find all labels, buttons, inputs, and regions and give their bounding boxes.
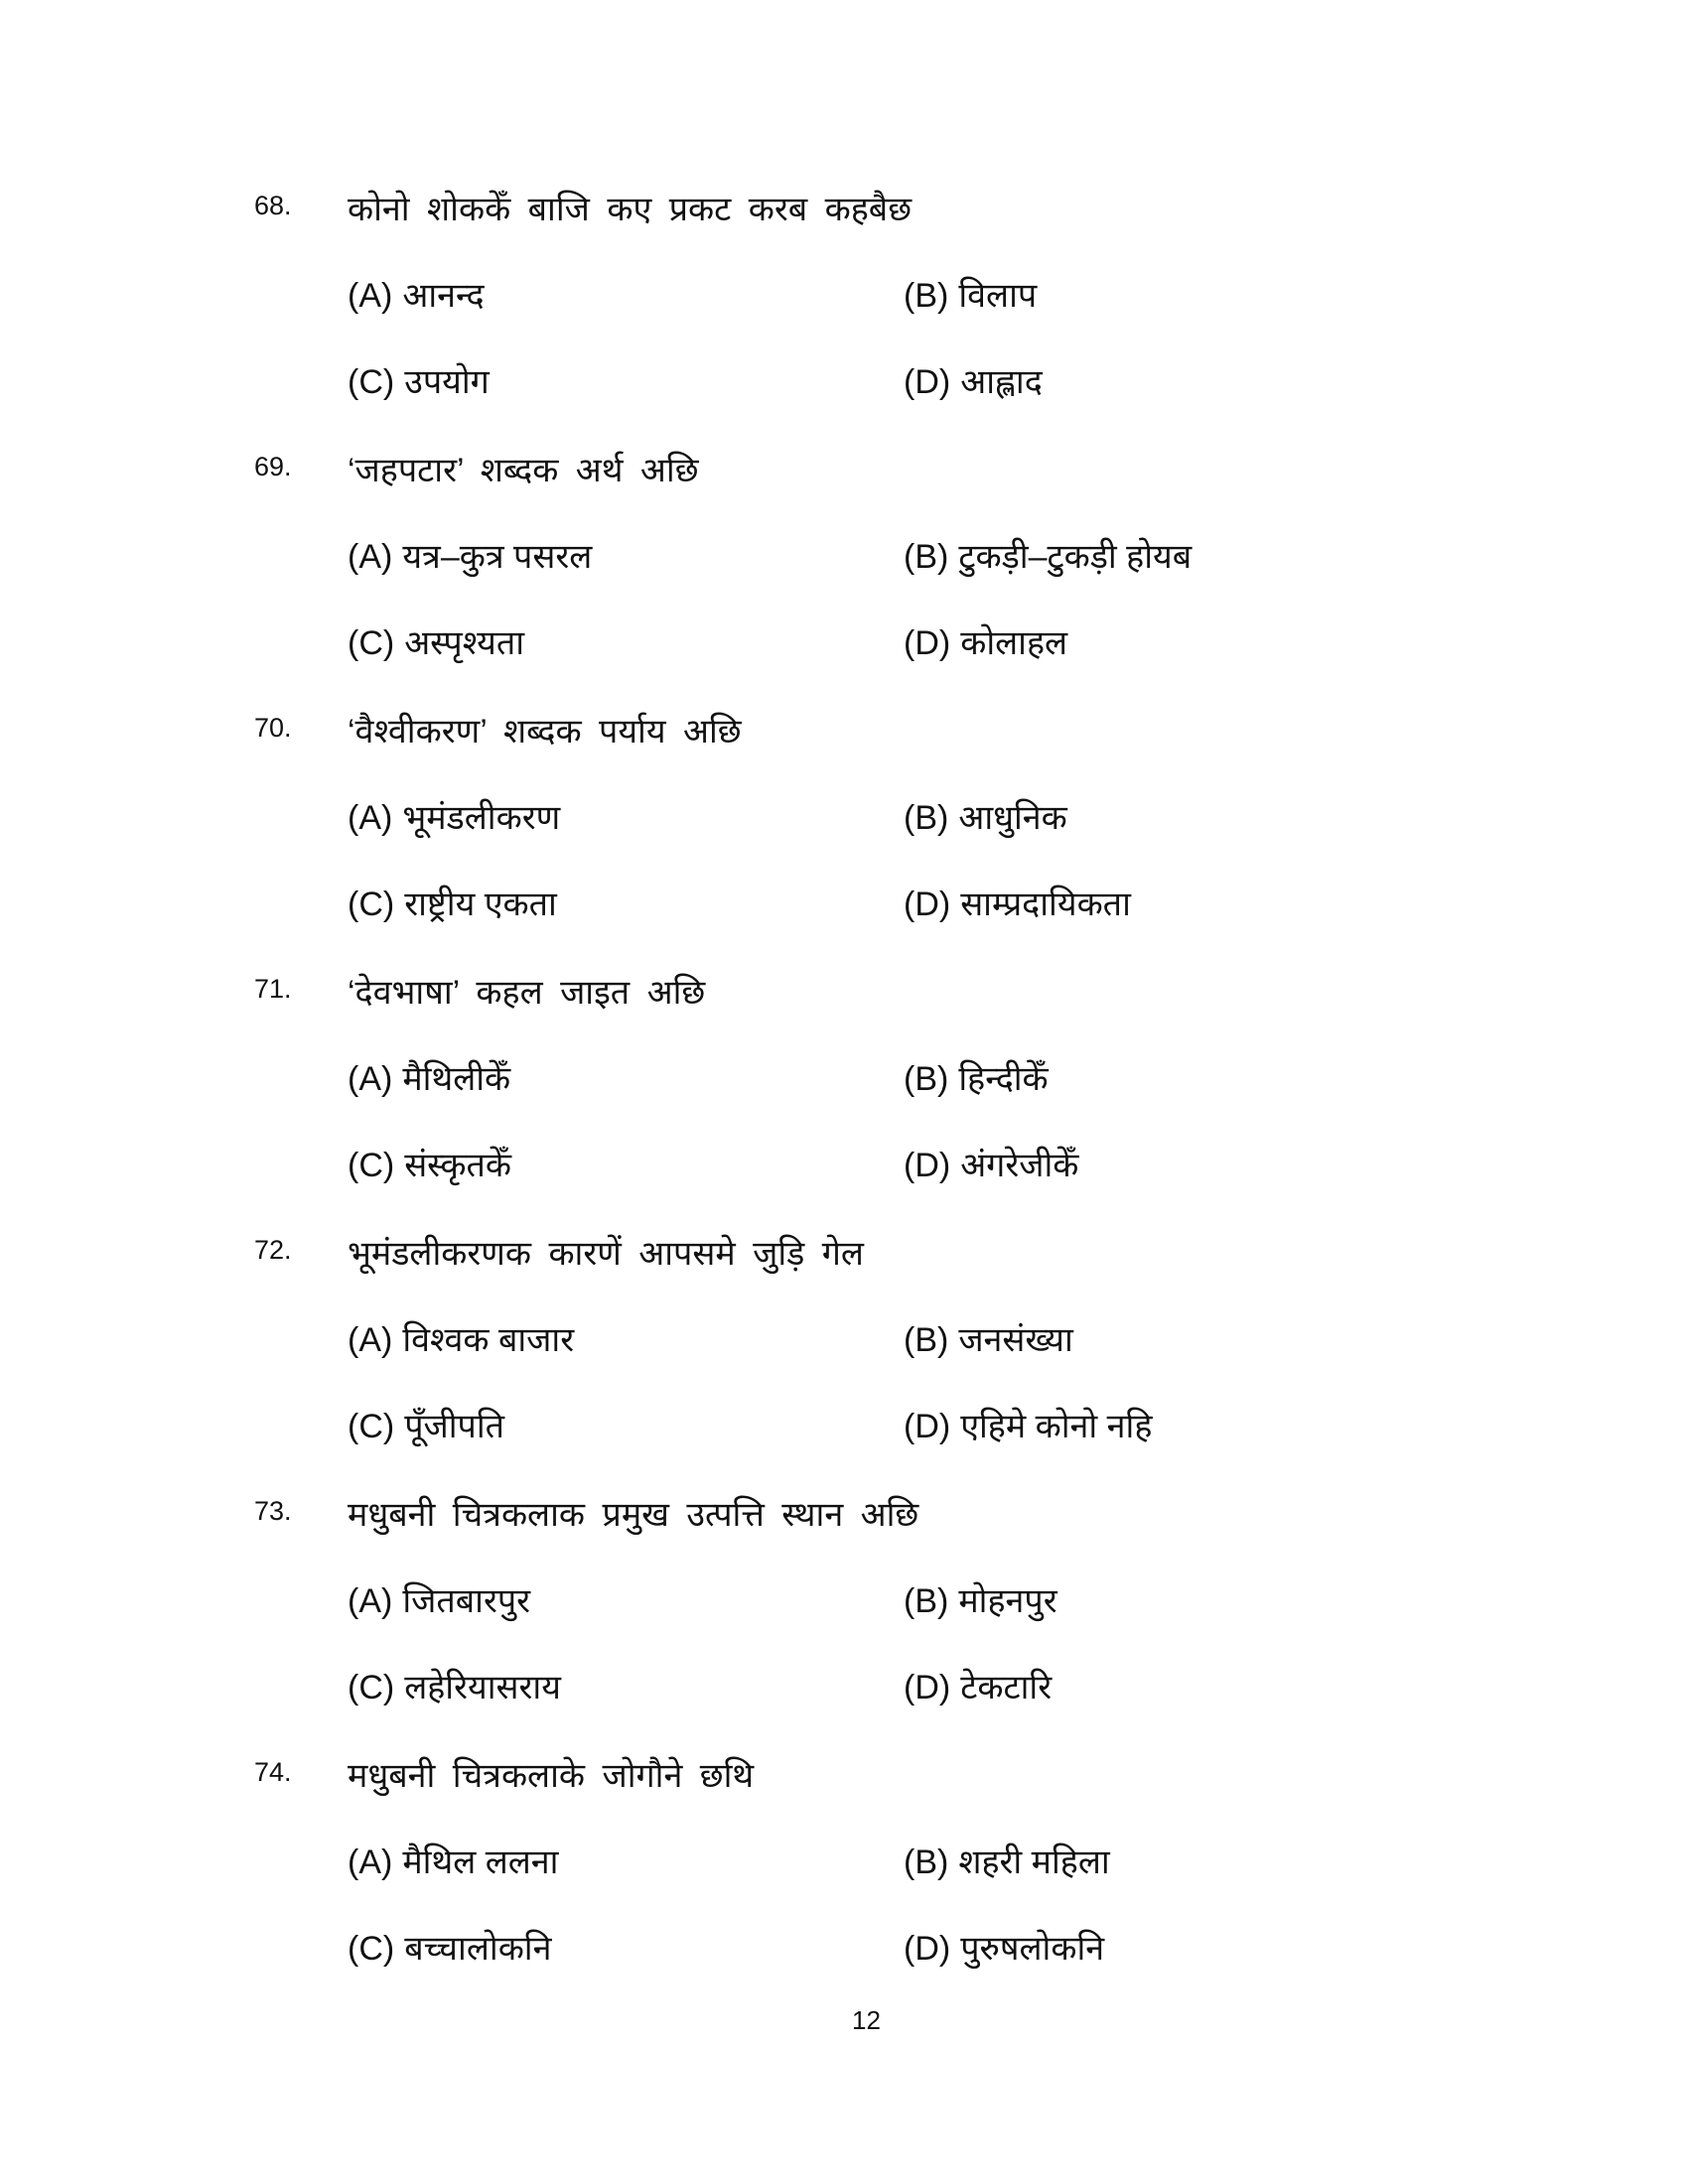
option-label: (B) <box>904 1321 949 1359</box>
option-text: संस्कृतकेँ <box>404 1147 512 1184</box>
option-text: राष्ट्रीय एकता <box>404 886 557 923</box>
question-text: मधुबनी चित्रकलाक प्रमुख उत्पत्ति स्थान अछि <box>348 1496 919 1534</box>
option-label: (A) <box>348 1321 393 1359</box>
option-b <box>904 793 1067 839</box>
option-text: जितबारपुर <box>402 1582 531 1620</box>
option-label: (C) <box>348 624 395 662</box>
option-label: (C) <box>348 1930 395 1968</box>
option-d <box>904 1924 1104 1970</box>
option-text: मोहनपुर <box>958 1582 1057 1620</box>
option-b <box>904 271 1037 317</box>
option-text: अस्पृश्यता <box>404 624 525 662</box>
option-d <box>904 618 1067 664</box>
option-label: (A) <box>348 277 393 315</box>
option-label: (A) <box>348 799 393 837</box>
option-a <box>348 1054 510 1100</box>
option-label: (D) <box>904 624 951 662</box>
option-label: (D) <box>904 1930 951 1968</box>
option-label: (A) <box>348 1060 393 1098</box>
question-number: 73. <box>254 1496 292 1526</box>
option-b <box>904 1054 1049 1100</box>
option-label: (B) <box>904 277 949 315</box>
option-label: (D) <box>904 1669 951 1706</box>
question-text: मधुबनी चित्रकलाके जोगौने छथि <box>348 1757 755 1795</box>
option-a <box>348 532 592 578</box>
option-a <box>348 793 560 839</box>
option-label: (D) <box>904 1147 951 1184</box>
option-b <box>904 532 1192 578</box>
option-d <box>904 1141 1078 1186</box>
question-number: 72. <box>254 1235 292 1265</box>
option-label: (D) <box>904 1408 951 1445</box>
question-number: 74. <box>254 1757 292 1787</box>
question-text: ‘वैश्वीकरण’ शब्दक पर्याय अछि <box>348 713 742 751</box>
option-label: (A) <box>348 538 393 576</box>
option-text: कोलाहल <box>960 624 1068 662</box>
option-label: (B) <box>904 1582 949 1620</box>
option-text: साम्प्रदायिकता <box>960 886 1131 923</box>
option-text: मैथिल ललना <box>402 1843 559 1881</box>
option-a <box>348 1315 574 1361</box>
option-text: आनन्द <box>402 277 485 315</box>
option-label: (D) <box>904 886 951 923</box>
question-text: ‘देवभाषा’ कहल जाइत अछि <box>348 974 706 1012</box>
question-number: 68. <box>254 191 292 220</box>
option-d <box>904 1402 1152 1447</box>
question-text: भूमंडलीकरणक कारणें आपसमे जुड़ि गेल <box>348 1235 864 1273</box>
question-text: ‘जहपटार’ शब्दक अर्थ अछि <box>348 452 699 489</box>
option-text: आह्लाद <box>960 363 1043 401</box>
option-text: जनसंख्या <box>958 1321 1073 1359</box>
option-text: मैथिलीकेँ <box>402 1060 511 1098</box>
option-label: (B) <box>904 1843 949 1881</box>
option-label: (C) <box>348 1147 395 1184</box>
option-text: यत्र–कुत्र पसरल <box>402 538 593 576</box>
option-d <box>904 1663 1052 1708</box>
option-label: (A) <box>348 1582 393 1620</box>
option-text: भूमंडलीकरण <box>402 799 561 837</box>
option-text: एहिमे कोनो नहि <box>960 1408 1153 1445</box>
question-number: 71. <box>254 974 292 1004</box>
page-number: 12 <box>852 2005 881 2035</box>
option-b <box>904 1838 1110 1883</box>
option-label: (C) <box>348 886 395 923</box>
option-text: विलाप <box>958 277 1038 315</box>
question-text: कोनो शोककेँ बाजि कए प्रकट करब कहबैछ <box>348 191 913 228</box>
option-b <box>904 1315 1073 1361</box>
option-label: (B) <box>904 538 949 576</box>
option-text: टुकड़ी–टुकड़ी होयब <box>958 538 1193 576</box>
option-text: लहेरियासराय <box>404 1669 561 1706</box>
option-d <box>904 880 1131 925</box>
option-text: उपयोग <box>404 363 490 401</box>
option-text: टेकटारि <box>960 1669 1053 1706</box>
option-text: आधुनिक <box>958 799 1067 837</box>
option-text: अंगरेजीकेँ <box>960 1147 1079 1184</box>
option-c <box>348 1141 511 1186</box>
option-c <box>348 880 557 925</box>
option-a <box>348 1576 530 1622</box>
option-label: (B) <box>904 799 949 837</box>
option-text: बच्चालोकनि <box>404 1930 552 1968</box>
option-text: शहरी महिला <box>958 1843 1110 1881</box>
option-label: (C) <box>348 1669 395 1706</box>
option-label: (B) <box>904 1060 949 1098</box>
option-a <box>348 1838 558 1883</box>
option-c <box>348 1402 504 1447</box>
question-number: 70. <box>254 713 292 743</box>
option-c <box>348 1924 551 1970</box>
option-text: विश्वक बाजार <box>402 1321 575 1359</box>
question-number: 69. <box>254 452 292 481</box>
option-c <box>348 1663 561 1708</box>
option-label: (C) <box>348 1408 395 1445</box>
option-a <box>348 271 485 317</box>
option-label: (C) <box>348 363 395 401</box>
option-text: हिन्दीकेँ <box>958 1060 1049 1098</box>
option-label: (A) <box>348 1843 393 1881</box>
option-text: पूँजीपति <box>404 1408 505 1445</box>
option-c <box>348 357 490 403</box>
option-label: (D) <box>904 363 951 401</box>
option-b <box>904 1576 1057 1622</box>
option-text: पुरुषलोकनि <box>960 1930 1105 1968</box>
option-d <box>904 357 1043 403</box>
option-c <box>348 618 524 664</box>
